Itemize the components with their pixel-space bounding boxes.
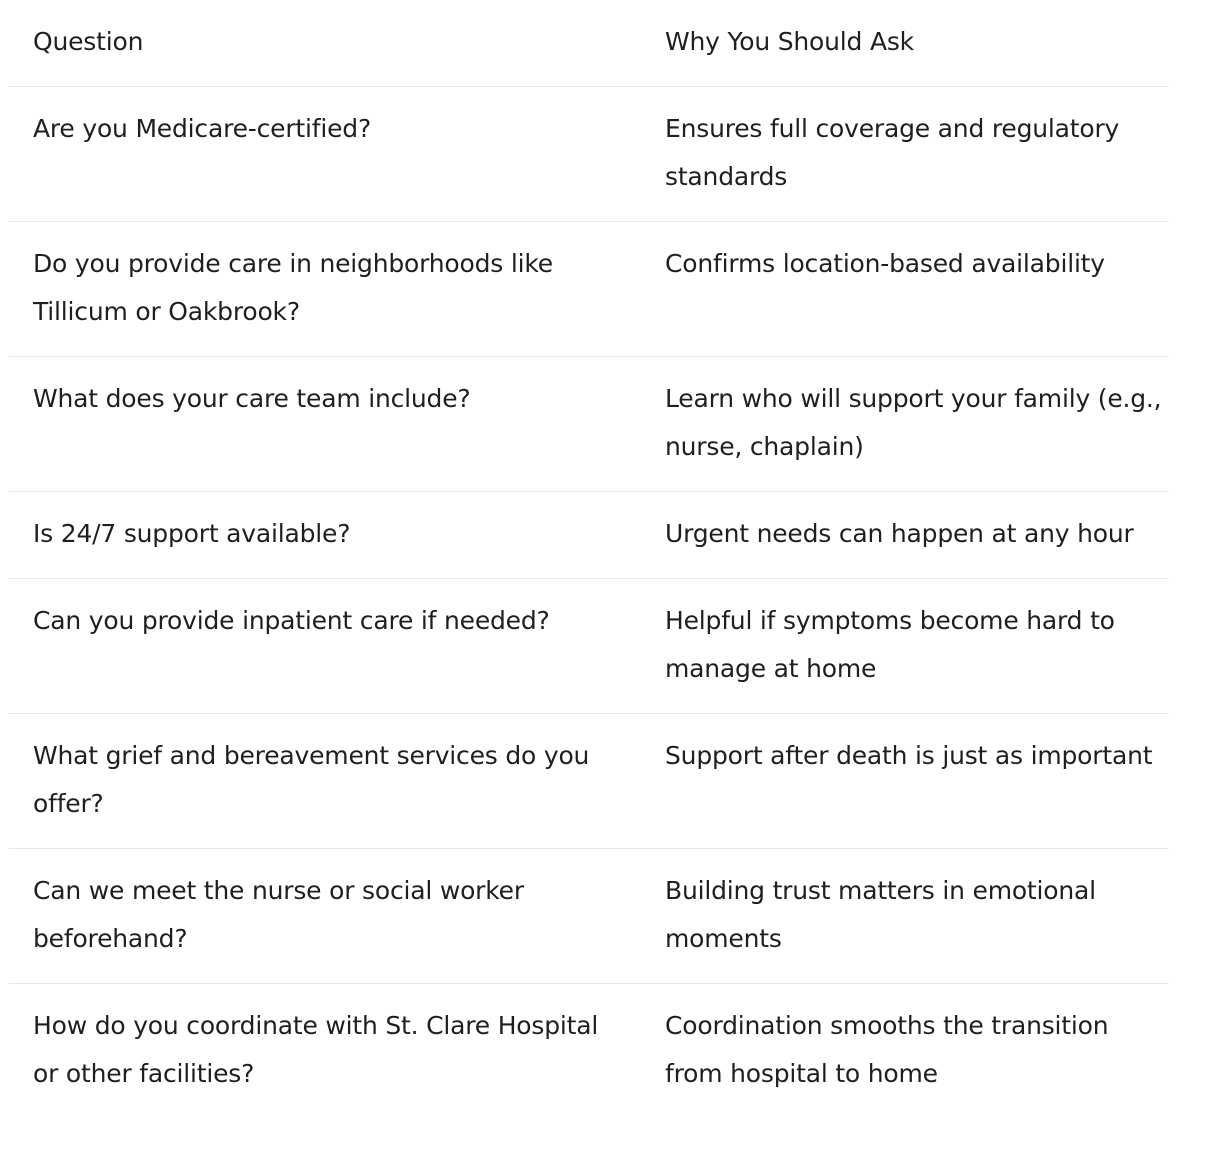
question-cell: What grief and bereavement services do you offer? xyxy=(33,741,590,818)
table-row xyxy=(9,222,1169,357)
header-question: Question xyxy=(33,27,144,56)
question-cell: Are you Medicare-certified? xyxy=(33,114,372,143)
table-row xyxy=(9,849,1169,984)
question-cell: Can we meet the nurse or social worker beforehand? xyxy=(33,876,524,953)
reason-cell: Building trust matters in emotional moments xyxy=(665,876,1096,953)
questions-table xyxy=(9,0,1169,1118)
question-cell: Can you provide inpatient care if needed? xyxy=(33,606,550,635)
reason-cell: Learn who will support your family (e.g., nurse, chaplain) xyxy=(665,384,1162,461)
table-row xyxy=(9,579,1169,714)
question-cell: Is 24/7 support available? xyxy=(33,519,351,548)
table-header-row xyxy=(9,0,1169,87)
table-row xyxy=(9,984,1169,1118)
question-cell: What does your care team include? xyxy=(33,384,471,413)
reason-cell: Confirms location-based availability xyxy=(665,249,1105,278)
reason-cell: Helpful if symptoms become hard to manage at home xyxy=(665,606,1115,683)
question-cell: Do you provide care in neighborhoods like Tillicum or Oakbrook? xyxy=(33,249,553,326)
reason-cell: Ensures full coverage and regulatory standards xyxy=(665,114,1120,191)
table-row xyxy=(9,492,1169,579)
reason-cell: Urgent needs can happen at any hour xyxy=(665,519,1134,548)
table-row xyxy=(9,714,1169,849)
reason-cell: Support after death is just as important xyxy=(665,741,1153,770)
reason-cell: Coordination smooths the transition from hospital to home xyxy=(665,1011,1109,1088)
table-row xyxy=(9,357,1169,492)
header-why: Why You Should Ask xyxy=(665,27,914,56)
question-cell: How do you coordinate with St. Clare Hospital or other facilities? xyxy=(33,1011,599,1088)
table-row xyxy=(9,87,1169,222)
